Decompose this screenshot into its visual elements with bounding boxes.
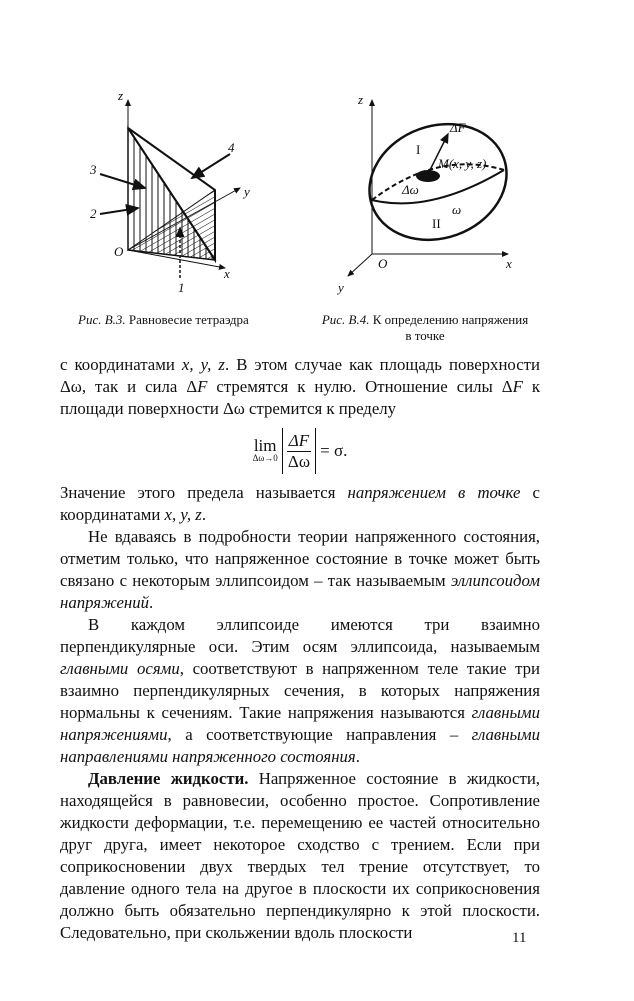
label-4: 4 (228, 140, 235, 155)
label-x: x (506, 256, 512, 271)
paragraph-2: Значение этого предела называется напряжением в точке с координатами x, y, z. (60, 483, 540, 524)
label-o: O (378, 256, 388, 271)
label-w: ω (452, 202, 462, 217)
label-I: I (416, 142, 421, 157)
ellipsoid-body (353, 105, 520, 258)
label-z: z (118, 88, 124, 103)
limit-operator: lim Δω→0 (252, 436, 278, 463)
figure-tetrahedron (60, 78, 270, 300)
area-element (416, 170, 440, 182)
label-z: z (358, 92, 364, 107)
label-1: 1 (178, 280, 185, 295)
body-text (60, 354, 540, 944)
paragraph-3: Не вдаваясь в подробности теории напряженного состояния, отметим только, что напряженное состояние в точке может быть связано с некоторым эллипсоидом – так называемым эллипсоидом напряжений. (60, 527, 540, 612)
label-II: II (432, 216, 441, 231)
figure-caption-2 (320, 312, 530, 344)
label-o: O (114, 244, 124, 259)
caption-label: Рис. В.3. (78, 312, 126, 327)
label-y: y (338, 280, 344, 295)
label-2: 2 (90, 206, 97, 221)
formula-rhs: = σ. (320, 441, 348, 460)
abs-fraction: $\frac{\Delta F}{\Delta\omega}$ (282, 428, 316, 474)
label-M: M(x, y, z) (438, 156, 487, 171)
paragraph-4: В каждом эллипсоиде имеются три взаимно перпендикулярные оси. Этим осям эллипсоида, называемым главными осями, соответствуют в напряженном теле такие три взаимно перпендикулярных сечения, в которых напряжения нормальны к сечениям. Такие напряжения называются главными напряжениями, а соответствующие направления – главными направлениями напряженного состояния. (60, 615, 540, 766)
caption-text: Равновесие тетраэдра (128, 312, 249, 327)
label-y: y (244, 184, 250, 199)
force-arrow-4 (192, 154, 230, 178)
caption-label: Рис. В.4. (321, 312, 370, 327)
limit-formula (60, 420, 540, 482)
figure-caption-1 (78, 312, 278, 328)
label-dF: ΔF (450, 120, 466, 135)
paragraph-5: Давление жидкости. Напряженное состояние в жидкости, находящейся в равновесии, особенно простое. Сопротивление жидкости деформации, т.е. перемещению ее частей относительно друг друга, имеет некоторое сходство с трением. Если при соприкосновении двух твердых тел трение отсутствует, то давление одного тела на другое в плоскости их соприкосновения должно быть обязательно перпендикулярно к этой плоскости. Следовательно, при скольжении вдоль плоскости (60, 769, 541, 942)
page-number: 11 (512, 930, 527, 946)
paragraph-1: с координатами x, y, z. В этом случае как площадь поверхности Δω, так и сила ΔF стремятся к нулю. Отношение силы ΔF к площади поверхности Δω стремится к пределу (60, 355, 540, 418)
label-3: 3 (90, 162, 97, 177)
label-x: x (224, 266, 230, 281)
figure-ellipsoid (320, 92, 520, 297)
label-dw: Δω (402, 182, 419, 197)
y-axis (348, 254, 372, 276)
caption-text: К определению напряжения в точке (372, 312, 529, 343)
